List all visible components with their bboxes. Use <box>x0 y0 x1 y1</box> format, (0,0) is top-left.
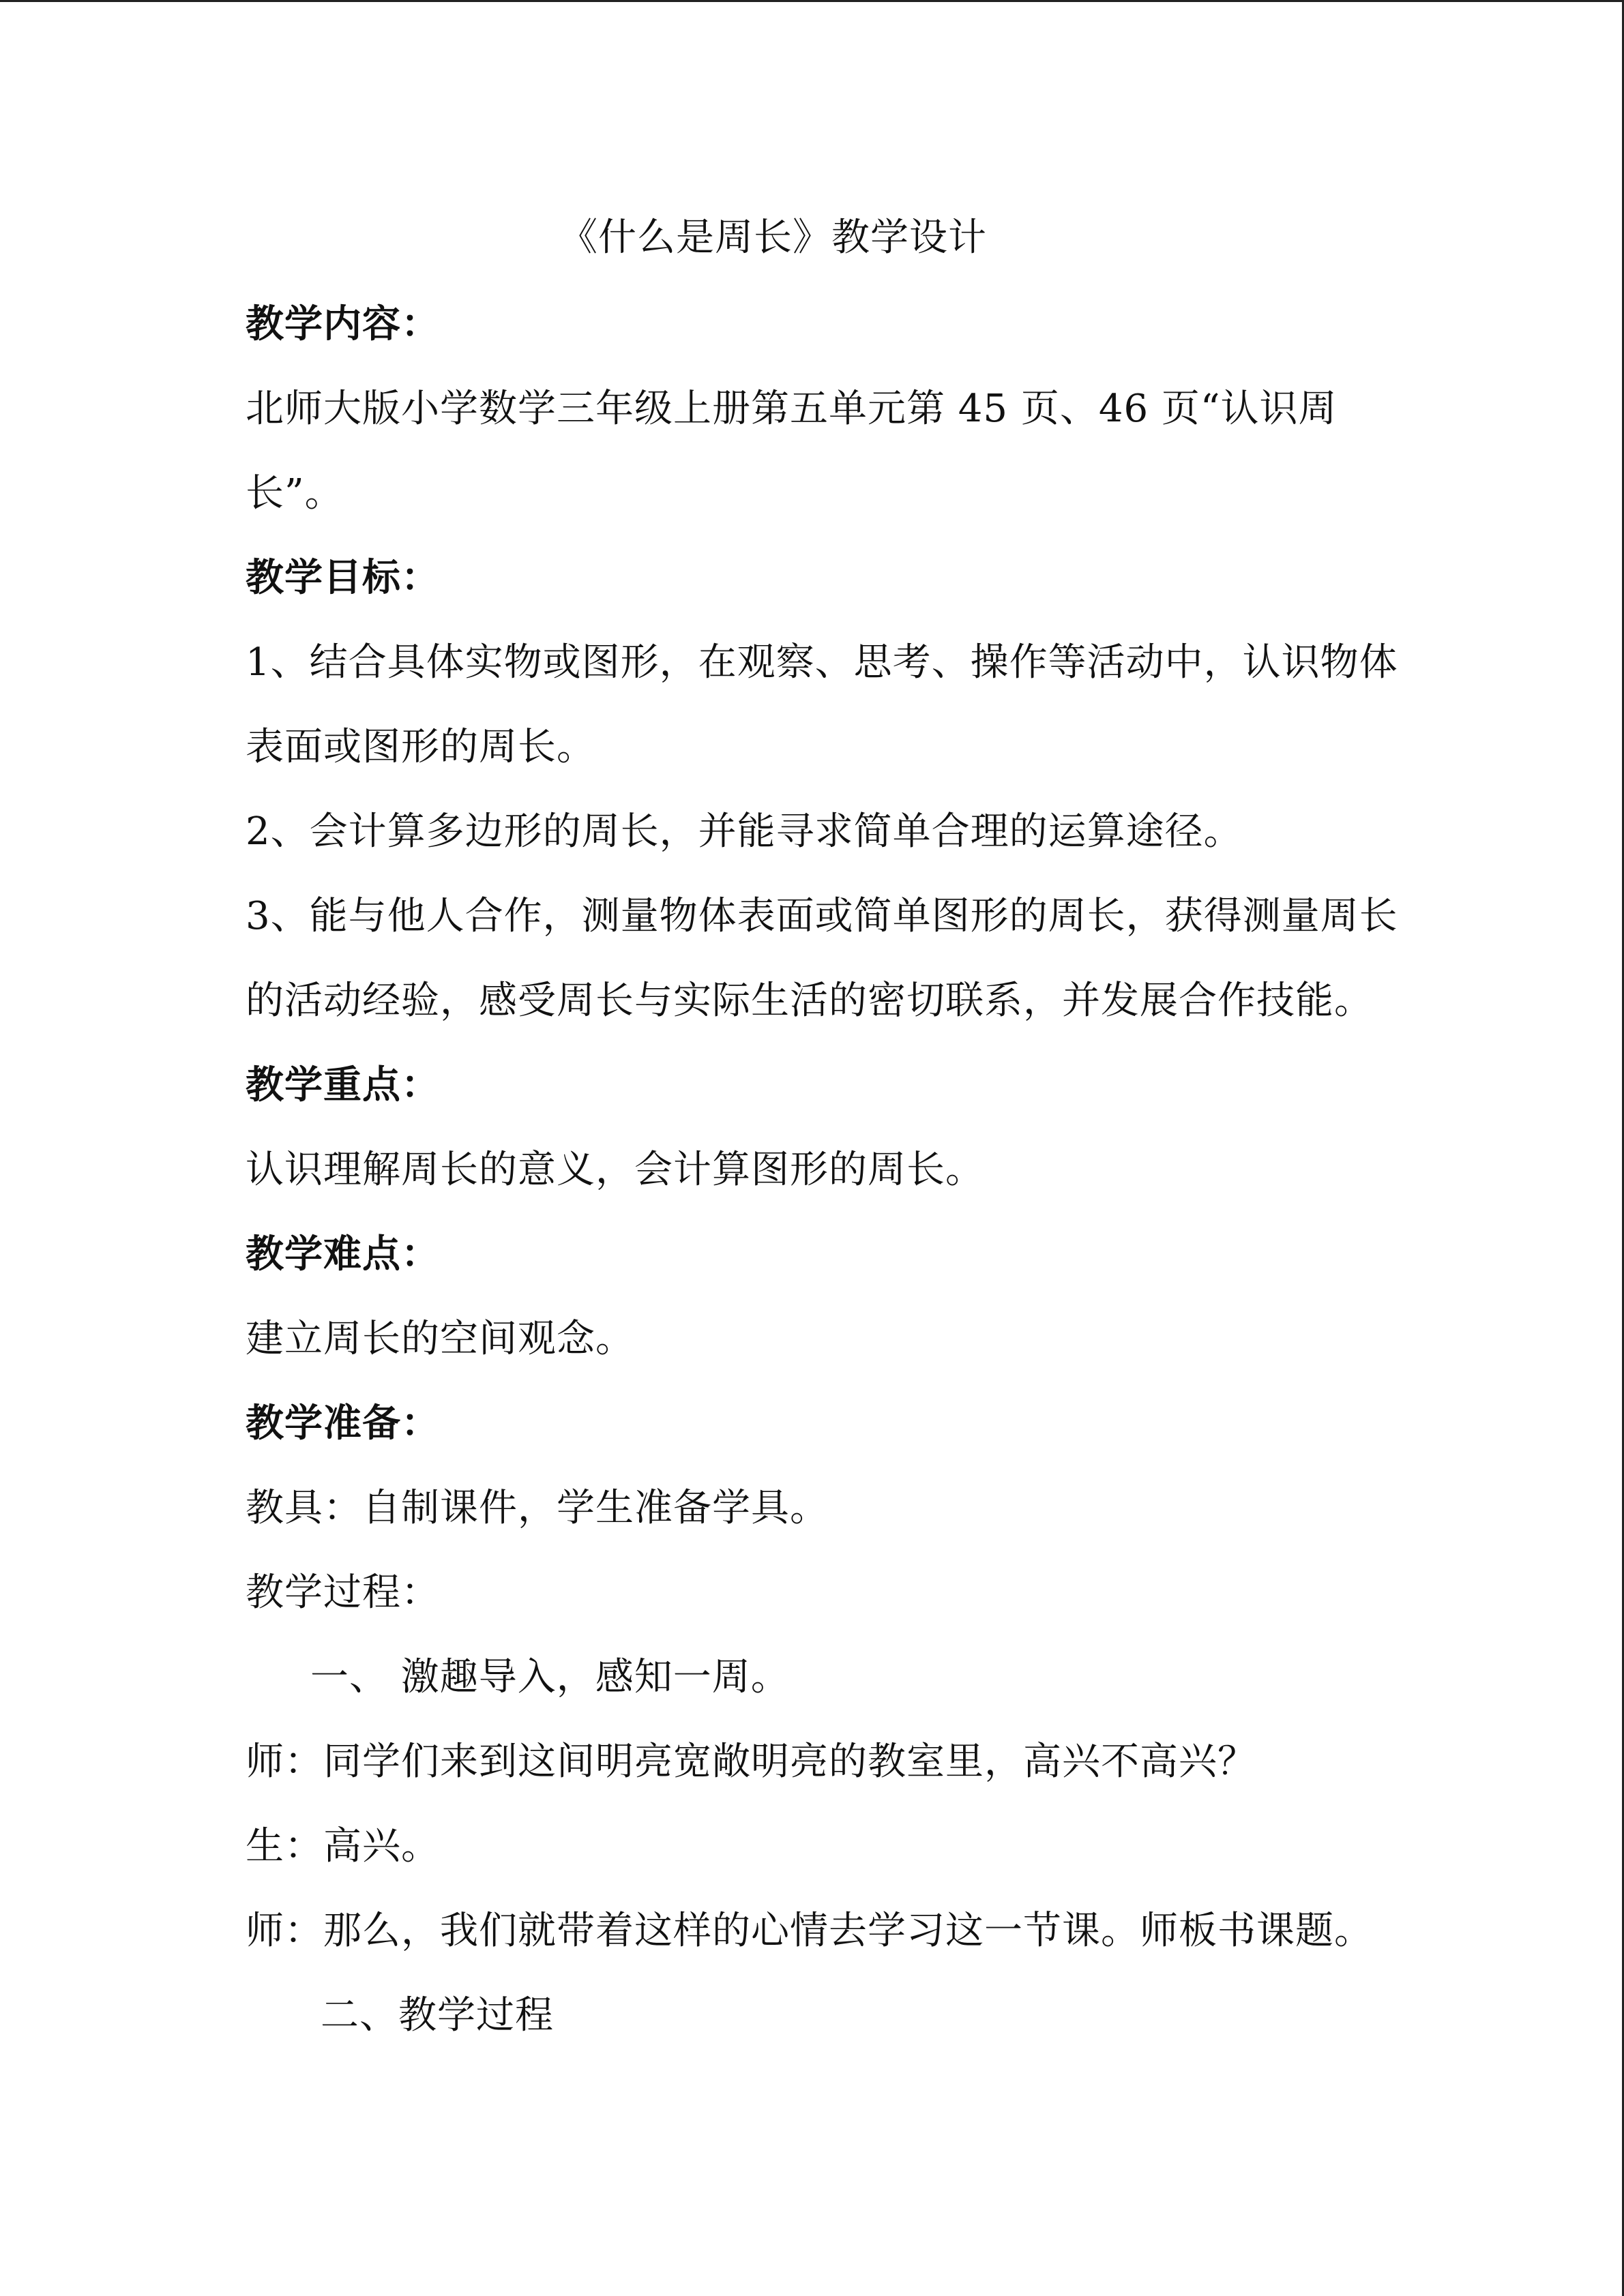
key-text: 认识理解周长的意义，会计算图形的周长。 <box>246 1148 984 1192</box>
content-text-line-1: 北师大版小学数学三年级上册第五单元第 45 页、46 页“认识周 <box>246 387 1338 431</box>
prep-text: 教具：自制课件，学生准备学具。 <box>246 1486 829 1530</box>
dialog-line-3: 师：那么，我们就带着这样的心情去学习这一节课。师板书课题。 <box>246 1909 1373 1953</box>
step-1: 一、 激趣导入，感知一周。 <box>310 1655 790 1699</box>
difficulty-text: 建立周长的空间观念。 <box>246 1317 634 1361</box>
difficulty-heading: 教学难点： <box>246 1232 440 1277</box>
content-heading: 教学内容： <box>246 302 440 346</box>
key-heading: 教学重点： <box>246 1063 440 1107</box>
goal-1-line-2: 表面或图形的周长。 <box>246 725 595 769</box>
dialog-line-2: 生：高兴。 <box>246 1824 440 1868</box>
process-heading: 教学过程： <box>246 1570 440 1615</box>
document-title: 《什么是周长》教学设计 <box>559 215 987 260</box>
goal-2: 2、会计算多边形的周长，并能寻求简单合理的运算途径。 <box>246 809 1243 854</box>
dialog-line-1: 师：同学们来到这间明亮宽敞明亮的教室里，高兴不高兴？ <box>246 1740 1256 1784</box>
goal-3-line-1: 3、能与他人合作，测量物体表面或简单图形的周长，获得测量周长 <box>246 894 1398 938</box>
page-border-top <box>0 0 1624 2</box>
goals-heading: 教学目标： <box>246 556 440 600</box>
step-2: 二、教学过程 <box>321 1993 554 2038</box>
goal-3-line-2: 的活动经验，感受周长与实际生活的密切联系，并发展合作技能。 <box>246 979 1373 1023</box>
prep-heading: 教学准备： <box>246 1401 440 1446</box>
content-text-line-2: 长”。 <box>246 471 344 516</box>
goal-1-line-1: 1、结合具体实物或图形，在观察、思考、操作等活动中，认识物体 <box>246 640 1398 685</box>
